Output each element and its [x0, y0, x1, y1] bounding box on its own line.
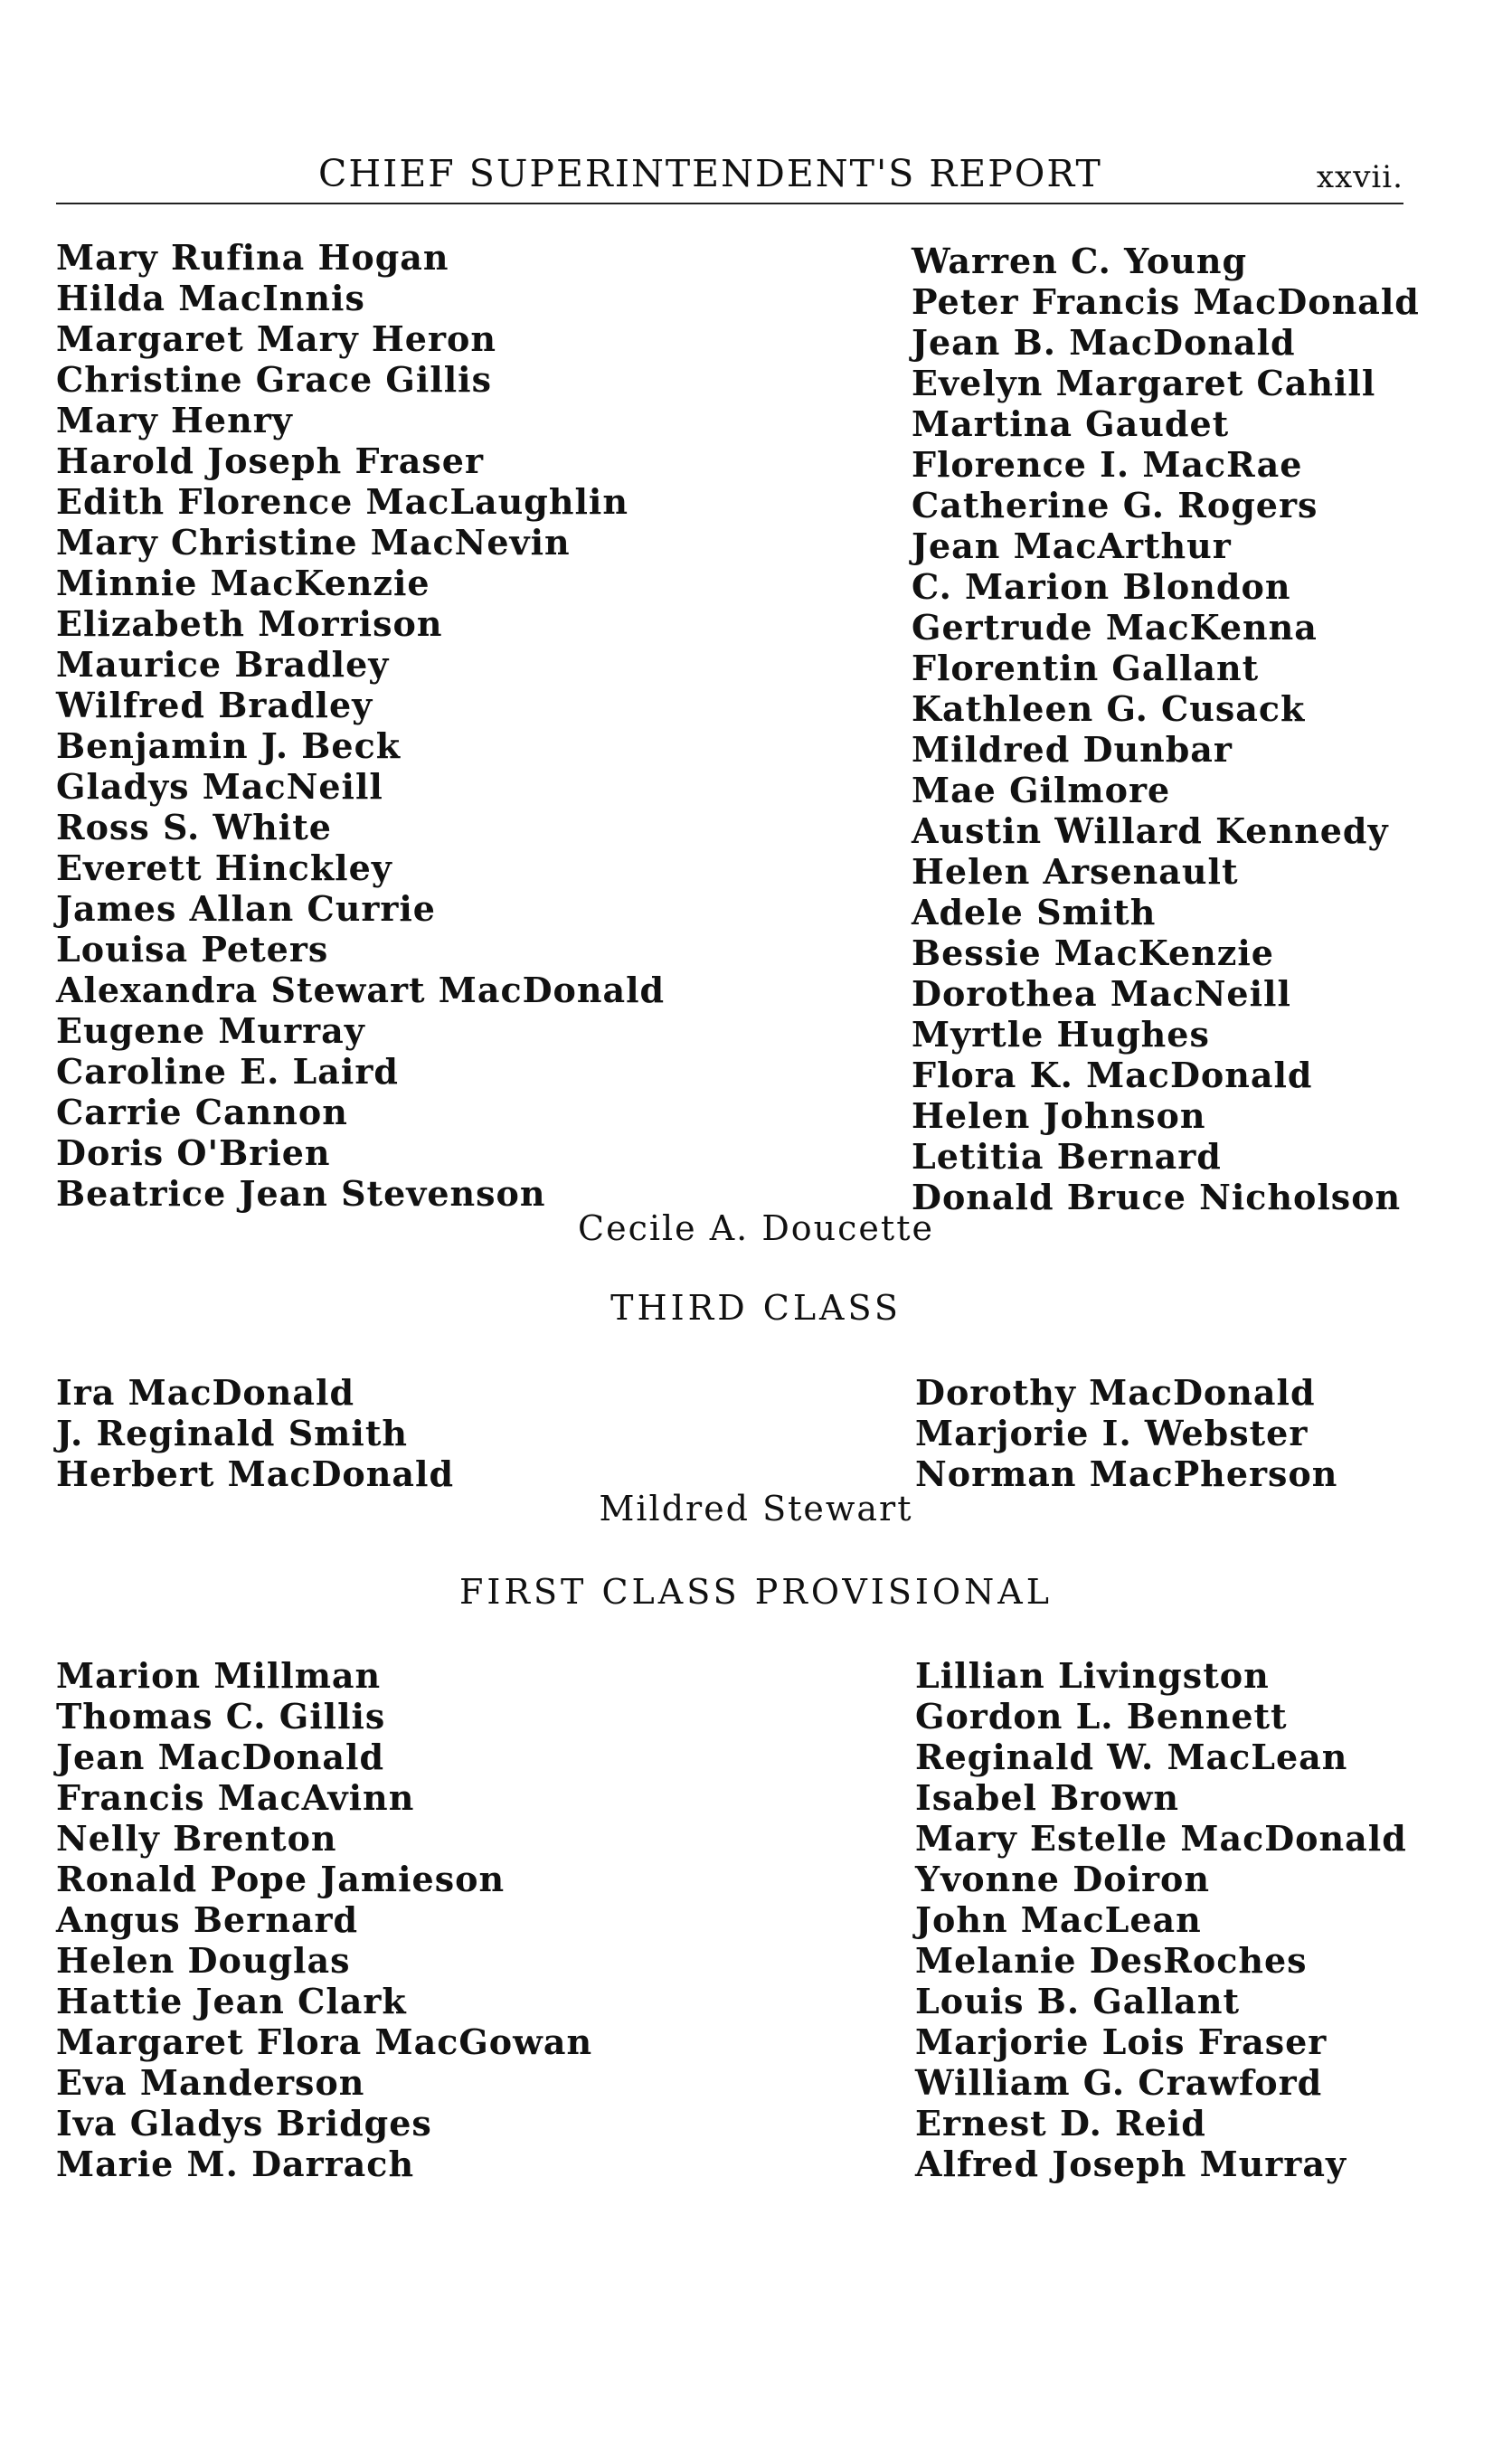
first-class-provisional-heading: FIRST CLASS PROVISIONAL [459, 1572, 1053, 1612]
list-item: Mildred Dunbar [912, 729, 1233, 770]
list-item: Jean MacArthur [912, 525, 1232, 566]
page-header [56, 145, 1403, 204]
section1-left-column [56, 237, 665, 1214]
list-item: Flora K. MacDonald [912, 1055, 1313, 1095]
list-item: Dorothea MacNeill [912, 973, 1291, 1014]
list-item: Mary Rufina Hogan [56, 237, 449, 278]
list-item: Isabel Brown [915, 1777, 1180, 1818]
list-item: Mae Gilmore [912, 770, 1171, 810]
list-item: Christine Grace Gillis [56, 359, 492, 400]
list-item: Martina Gaudet [912, 403, 1230, 444]
list-item: Myrtle Hughes [912, 1014, 1210, 1055]
list-item: Maurice Bradley [56, 644, 390, 685]
list-item: Helen Douglas [56, 1940, 351, 1981]
list-item: Austin Willard Kennedy [912, 810, 1389, 851]
list-item: Eva Manderson [56, 2062, 365, 2103]
list-item: Gertrude MacKenna [912, 607, 1318, 648]
list-item: Iva Gladys Bridges [56, 2103, 432, 2144]
list-item: Peter Francis MacDonald [912, 281, 1420, 322]
list-item: Ernest D. Reid [915, 2103, 1206, 2144]
list-item: C. Marion Blondon [912, 566, 1291, 607]
third-class-center-name: Mildred Stewart [599, 1489, 913, 1529]
list-item: Nelly Brenton [56, 1818, 337, 1859]
list-item: Florentin Gallant [912, 648, 1260, 688]
list-item: Everett Hinckley [56, 847, 392, 888]
list-item: Evelyn Margaret Cahill [912, 363, 1376, 403]
list-item: Helen Arsenault [912, 851, 1239, 892]
list-item: Carrie Cannon [56, 1092, 348, 1132]
list-item: Gladys MacNeill [56, 766, 383, 807]
list-item: Margaret Mary Heron [56, 318, 496, 359]
first-class-provisional-right-column [915, 1655, 1407, 2184]
list-item: James Allan Currie [56, 888, 436, 929]
list-item: John MacLean [915, 1899, 1202, 1940]
list-item: Francis MacAvinn [56, 1777, 415, 1818]
list-item: Catherine G. Rogers [912, 485, 1318, 525]
list-item: Harold Joseph Fraser [56, 440, 484, 481]
list-item: Adele Smith [912, 892, 1157, 932]
list-item: William G. Crawford [915, 2062, 1323, 2103]
list-item: Wilfred Bradley [56, 685, 373, 725]
list-item: Thomas C. Gillis [56, 1696, 386, 1737]
list-item: Herbert MacDonald [56, 1453, 455, 1494]
list-item: Jean B. MacDonald [912, 322, 1296, 363]
third-class-right-column [915, 1372, 1337, 1494]
list-item: Louis B. Gallant [915, 1981, 1241, 2021]
list-item: Beatrice Jean Stevenson [56, 1173, 546, 1214]
list-item: Reginald W. MacLean [915, 1737, 1348, 1777]
list-item: Donald Bruce Nicholson [912, 1177, 1402, 1217]
list-item: Ira MacDonald [56, 1372, 355, 1413]
first-class-provisional-left-column [56, 1655, 592, 2184]
third-class-left-column [56, 1372, 454, 1494]
list-item: Ronald Pope Jamieson [56, 1859, 506, 1899]
header-title: CHIEF SUPERINTENDENT'S REPORT [318, 152, 1102, 195]
list-item: Eugene Murray [56, 1010, 365, 1051]
section1-center-name: Cecile A. Doucette [578, 1208, 934, 1248]
list-item: Angus Bernard [56, 1899, 359, 1940]
list-item: Marie M. Darrach [56, 2144, 415, 2184]
list-item: Benjamin J. Beck [56, 725, 402, 766]
list-item: Kathleen G. Cusack [912, 688, 1306, 729]
list-item: Jean MacDonald [56, 1737, 385, 1777]
list-item: Ross S. White [56, 807, 332, 847]
list-item: Hattie Jean Clark [56, 1981, 407, 2021]
list-item: Minnie MacKenzie [56, 563, 430, 603]
list-item: Bessie MacKenzie [912, 932, 1274, 973]
page-number: xxvii. [1316, 159, 1403, 195]
list-item: Marion Millman [56, 1655, 382, 1696]
list-item: Alexandra Stewart MacDonald [56, 970, 666, 1010]
list-item: Caroline E. Laird [56, 1051, 399, 1092]
list-item: Norman MacPherson [915, 1453, 1338, 1494]
list-item: Elizabeth Morrison [56, 603, 443, 644]
list-item: Mary Henry [56, 400, 293, 440]
list-item: Margaret Flora MacGowan [56, 2021, 593, 2062]
list-item: Mary Estelle MacDonald [915, 1818, 1407, 1859]
list-item: Alfred Joseph Murray [915, 2144, 1347, 2184]
third-class-heading: THIRD CLASS [610, 1288, 902, 1328]
list-item: Yvonne Doiron [915, 1859, 1210, 1899]
list-item: Florence I. MacRae [912, 444, 1303, 485]
list-item: J. Reginald Smith [56, 1413, 409, 1453]
list-item: Doris O'Brien [56, 1132, 331, 1173]
list-item: Letitia Bernard [912, 1136, 1222, 1177]
list-item: Marjorie I. Webster [915, 1413, 1309, 1453]
section1-right-column [912, 241, 1420, 1217]
list-item: Hilda MacInnis [56, 278, 365, 318]
list-item: Helen Johnson [912, 1095, 1206, 1136]
list-item: Louisa Peters [56, 929, 329, 970]
list-item: Dorothy MacDonald [915, 1372, 1316, 1413]
list-item: Lillian Livingston [915, 1655, 1270, 1696]
list-item: Mary Christine MacNevin [56, 522, 571, 563]
list-item: Marjorie Lois Fraser [915, 2021, 1328, 2062]
list-item: Gordon L. Bennett [915, 1696, 1288, 1737]
list-item: Edith Florence MacLaughlin [56, 481, 628, 522]
list-item: Warren C. Young [912, 241, 1248, 281]
list-item: Melanie DesRoches [915, 1940, 1308, 1981]
